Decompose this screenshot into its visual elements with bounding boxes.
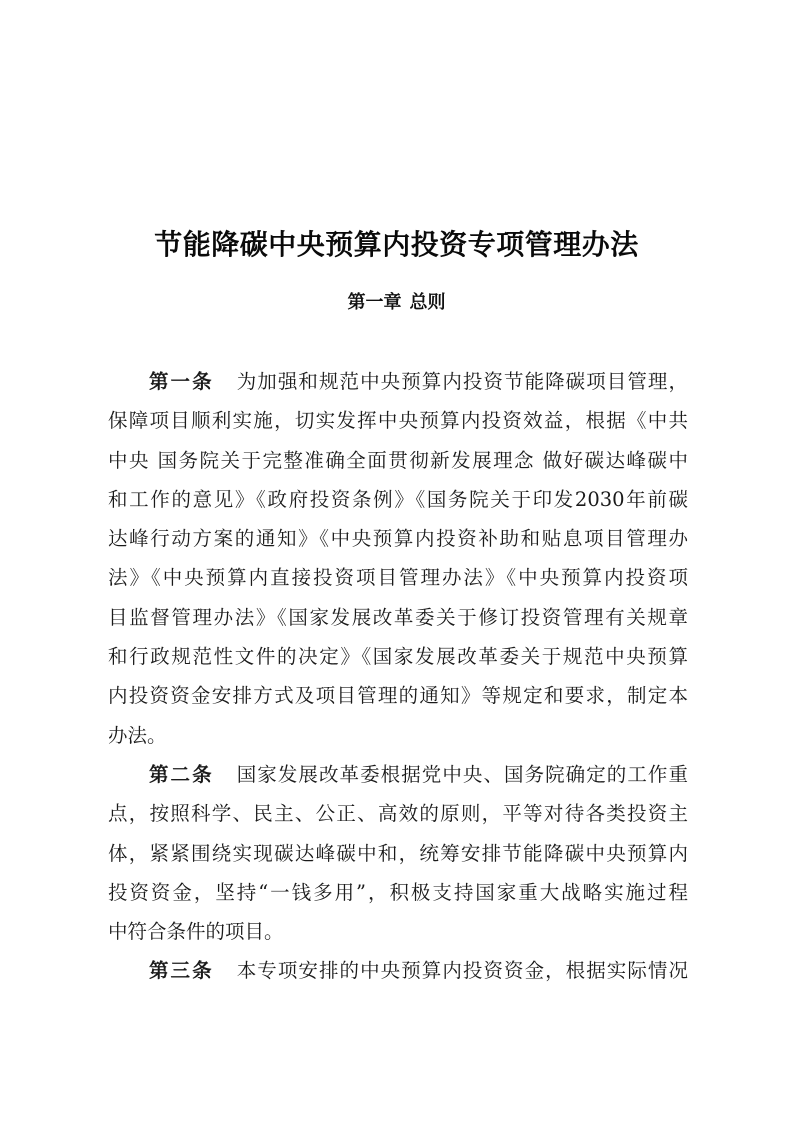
article-line: 目监督管理办法》《国家发展改革委关于修订投资管理有关规章 [108,605,688,629]
article-line: 点，按照科学、民主、公正、高效的原则，平等对待各类投资主 [108,802,688,826]
article-line: 法》《中央预算内直接投资项目管理办法》《中央预算内投资项 [108,566,688,590]
article-line: 保障项目顺利实施，切实发挥中央预算内投资效益，根据《中共 [108,409,688,433]
article-line: 第三条 本专项安排的中央预算内投资资金，根据实际情况 [149,959,688,983]
document-title: 节能降碳中央预算内投资专项管理办法 [154,227,639,261]
article-line: 体，紧紧围绕实现碳达峰碳中和，统筹安排节能降碳中央预算内 [108,841,688,865]
article-line: 和行政规范性文件的决定》《国家发展改革委关于规范中央预算 [108,645,688,669]
chapter-heading [0,290,793,316]
article-line: 第一条 为加强和规范中央预算内投资节能降碳项目管理， [149,370,688,393]
article-2 [108,755,688,951]
article-1 [108,362,688,755]
article-3 [108,951,688,990]
chapter-name: 总则 [409,292,446,313]
article-line: 投资资金，坚持“一钱多用”，积极支持国家重大战略实施过程 [108,880,688,904]
article-line: 第二条 国家发展改革委根据党中央、国务院确定的工作重 [149,762,688,786]
article-line: 中符合条件的项目。 [108,920,284,944]
article-line: 中央 国务院关于完整准确全面贯彻新发展理念 做好碳达峰碳中 [108,448,688,472]
article-label: 第二条 [149,762,214,786]
article-line: 办法。 [108,723,167,747]
chapter-number: 第一章 [347,292,402,313]
article-label: 第一条 [149,370,214,393]
article-line: 内投资资金安排方式及项目管理的通知》等规定和要求，制定本 [108,684,688,708]
article-line: 和工作的意见》《政府投资条例》《国务院关于印发2030年前碳 [108,487,688,511]
article-label: 第三条 [149,959,214,983]
document-body [108,362,688,991]
article-line: 达峰行动方案的通知》《中央预算内投资补助和贴息项目管理办 [108,527,688,551]
